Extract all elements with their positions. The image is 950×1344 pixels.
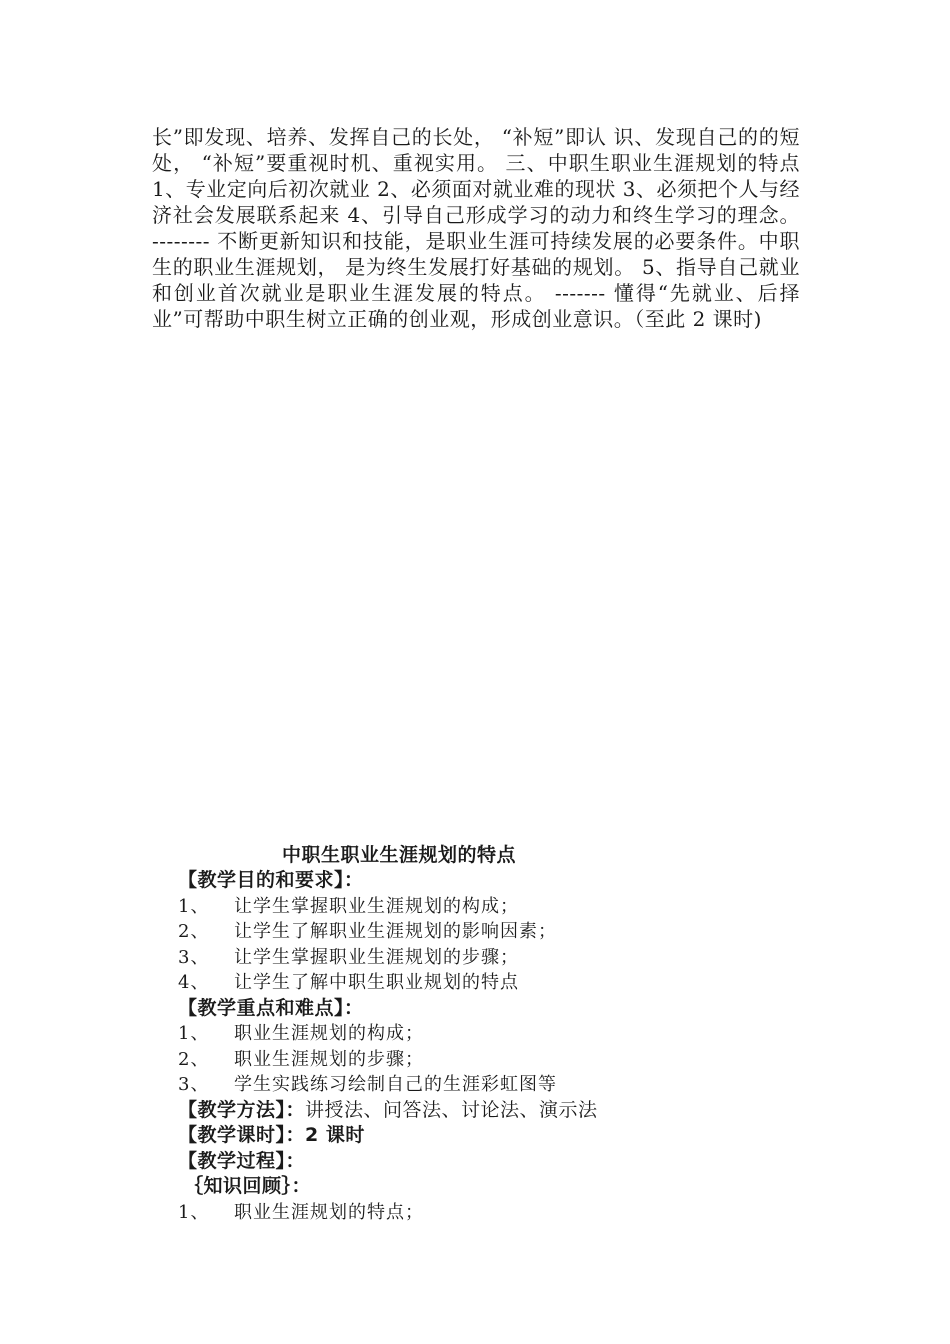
lesson-section <box>178 842 798 1225</box>
item-text: 学生实践练习绘制自己的生涯彩虹图等 <box>234 1074 557 1095</box>
list-item <box>178 894 798 920</box>
list-item <box>178 970 798 996</box>
methods-value: 讲授法、问答法、讨论法、演示法 <box>305 1098 598 1121</box>
item-text: 职业生涯规划的特点； <box>234 1201 424 1223</box>
item-number: 3、 <box>178 946 210 968</box>
item-text: 职业生涯规划的构成； <box>234 1023 424 1044</box>
methods-line <box>178 1098 798 1124</box>
process-heading: 【教学过程】： <box>178 1149 306 1172</box>
list-item <box>178 1047 798 1073</box>
methods-label: 【教学方法】： <box>178 1098 306 1121</box>
key-points-heading: 【教学重点和难点】： <box>178 996 364 1019</box>
item-text: 让学生掌握职业生涯规划的构成； <box>234 895 519 917</box>
item-text: 职业生涯规划的步骤； <box>234 1048 424 1070</box>
item-text: 让学生了解职业生涯规划的影响因素； <box>234 921 557 942</box>
item-number: 1、 <box>178 1023 210 1044</box>
list-item <box>178 1200 798 1226</box>
goals-list <box>178 894 798 996</box>
item-number: 1、 <box>178 1201 210 1223</box>
list-item <box>178 945 798 971</box>
list-item <box>178 1021 798 1047</box>
hours-line: 【教学课时】：2 课时 <box>178 1124 365 1146</box>
key-points-list <box>178 1021 798 1098</box>
item-text: 让学生掌握职业生涯规划的步骤； <box>234 946 519 968</box>
list-item <box>178 919 798 945</box>
intro-paragraph: 长”即发现、培养、发挥自己的长处， “补短”即认 识、发现自己的的短处， “补短”要重视时机、重视实用。 三、中职生职业生涯规划的特点 1、专业定向后初次就业 2、必须面对就业难的现状 3、必须把个人与经济社会发展联系起来 4、引导自己形成学习的动力和终生学习的理念。 -------- 不断更新知识和技能，是职业生涯可持续发展的必要条件。中职生的职业生涯规划， 是为终生发展打好基础的规划。 5、指导自己就业和创业首次就业是职业生涯发展的特点。 ------- 懂得“先就业、后择业”可帮助中职生树立正确的创业观，形成创业意识。（至此 2 课时) <box>152 125 800 331</box>
item-number: 1、 <box>178 895 210 917</box>
section-title: 中职生职业生涯规划的特点 <box>282 844 517 866</box>
item-text: 让学生了解中职生职业规划的特点 <box>234 972 519 993</box>
item-number: 2、 <box>178 921 210 942</box>
review-list <box>178 1200 798 1226</box>
list-item <box>178 1072 798 1098</box>
review-heading: ｛知识回顾｝： <box>184 1175 312 1197</box>
item-number: 3、 <box>178 1074 210 1095</box>
item-number: 2、 <box>178 1048 210 1070</box>
goals-heading: 【教学目的和要求】： <box>178 869 364 891</box>
item-number: 4、 <box>178 972 210 993</box>
